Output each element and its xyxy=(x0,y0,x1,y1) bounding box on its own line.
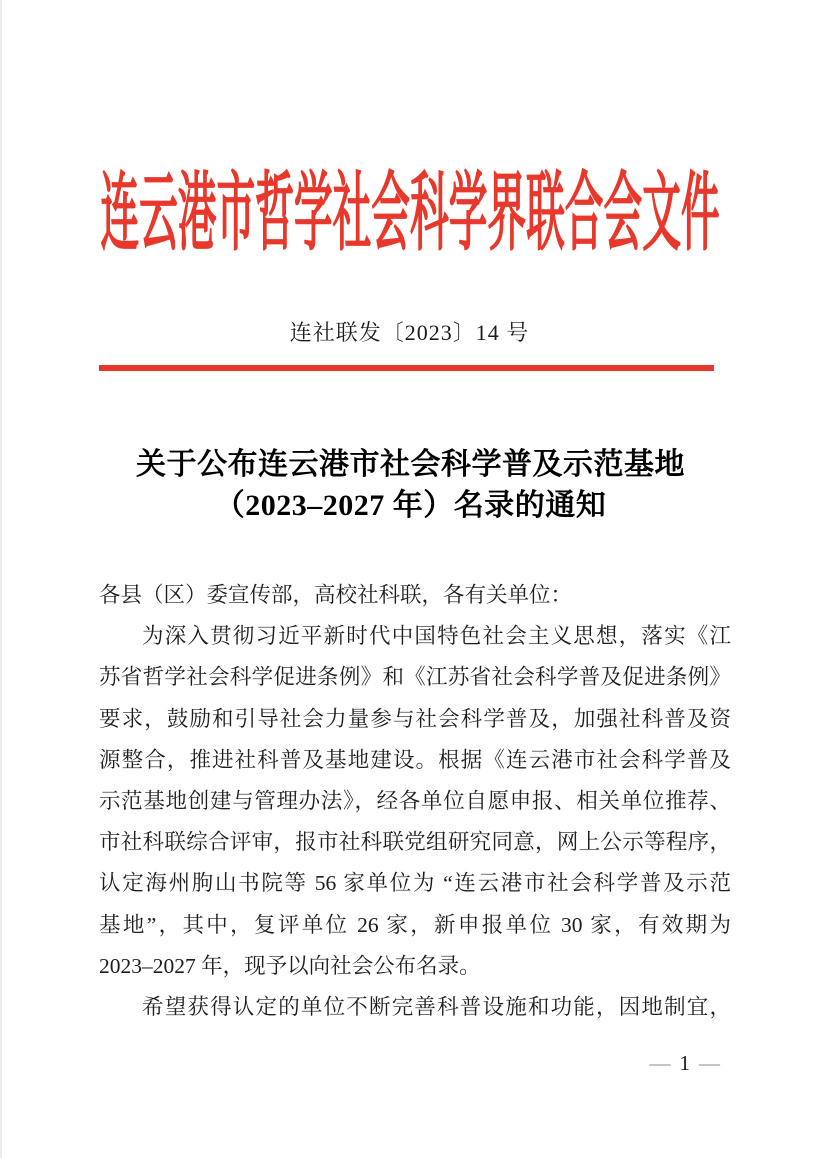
page-number xyxy=(650,1050,721,1076)
body-line: 要求，鼓励和引导社会力量参与社会科学普及，加强社科普及资 xyxy=(99,706,731,731)
page-number-dash-right: — xyxy=(699,1051,720,1075)
doc-reference-number: 连社联发〔2023〕14 号 xyxy=(289,320,530,345)
letterhead-org-title: 连云港市哲学社会科学界联合会文件 xyxy=(99,165,720,261)
notice-body xyxy=(99,575,731,1028)
body-line: 认定海州朐山书院等 56 家单位为 “连云港市社会科学普及示范 xyxy=(99,871,731,896)
body-line: 基地”，其中，复评单位 26 家，新申报单位 30 家，有效期为 xyxy=(99,912,731,937)
body-line: 希望获得认定的单位不断完善科普设施和功能，因地制宜， xyxy=(142,994,731,1019)
body-line: 源整合，推进社科普及基地建设。根据《连云港市社会科学普及 xyxy=(99,747,731,772)
body-line: 苏省哲学社会科学促进条例》和《江苏省社会科学普及促进条例》 xyxy=(99,665,731,690)
page-number-dash-left: — xyxy=(649,1051,671,1075)
letterhead-divider-rule xyxy=(99,365,714,371)
body-line: 市社科联综合评审，报市社科联党组研究同意，网上公示等程序， xyxy=(99,830,731,855)
body-line: 2023–2027 年，现予以向社会公布名录。 xyxy=(99,953,481,978)
notice-title xyxy=(62,444,759,526)
notice-title-line1: 关于公布连云港市社会科学普及示范基地 xyxy=(136,448,685,481)
page-number-value: 1 xyxy=(679,1051,690,1075)
body-line: 为深入贯彻习近平新时代中国特色社会主义思想，落实《江 xyxy=(142,624,731,649)
body-line: 示范基地创建与管理办法》，经各单位自愿申报、相关单位推荐、 xyxy=(99,788,731,813)
letterhead-masthead xyxy=(2,166,817,260)
notice-title-line2: （2023–2027 年）名录的通知 xyxy=(214,489,607,522)
salutation-line: 各县（区）委宣传部，高校社科联，各有关单位： xyxy=(99,583,573,607)
